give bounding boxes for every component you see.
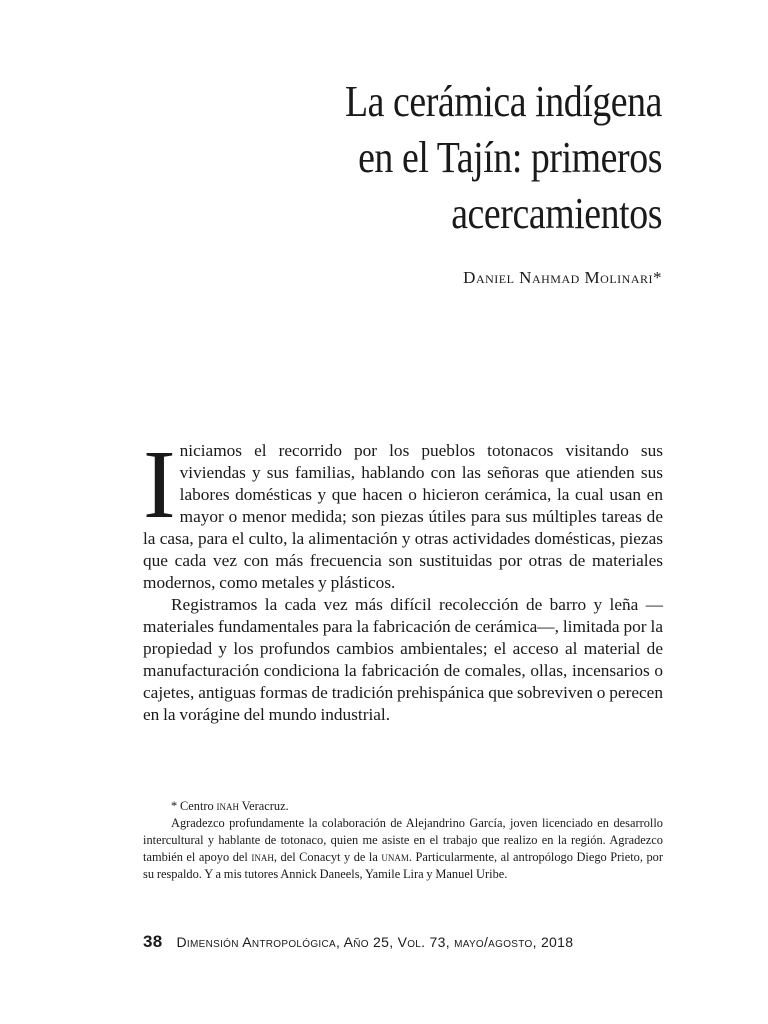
paragraph-1 (143, 431, 663, 594)
author-name: Daniel Nahmad Molinari* (463, 268, 662, 287)
page-number: 38 (143, 932, 163, 951)
paragraph-2: Registramos la cada vez más difícil recolección de barro y leña —materiales fundamentales para la fabricación de cerámica—, limitada por la propiedad y los profundos cambios ambientales; el acceso al material de manufacturación condiciona la fabricación de comales, ollas, incensarios o cajetes, antiguas formas de tradición prehispánica que sobreviven o perecen en la vorágine del mundo industrial. (143, 595, 663, 724)
drop-cap: I (143, 431, 176, 539)
footnote-institution: inah (216, 799, 240, 813)
footnote-institution: inah (251, 850, 274, 864)
title-line: acercamientos (451, 189, 662, 238)
paragraph-1-text: niciamos el recorrido por los pueblos totonacos visitando sus viviendas y sus familias, hablando con las señoras que atienden sus labores domésticas y que hacen o hicieron cerámica, la cual usan en mayor o menor medida; son piezas útiles para sus múltiples tareas de la casa, para el culto, la alimentación y otras actividades domésticas, piezas que cada vez con más frecuencia son sustituidas por otras de materiales modernos, como metales y plásticos. (143, 441, 663, 592)
running-head: Dimensión Antropológica, Año 25, Vol. 73, mayo/agosto, 2018 (176, 934, 574, 950)
article-body (143, 431, 663, 726)
title-line: en el Tajín: primeros (358, 133, 662, 182)
footnote-text: * Centro (171, 799, 217, 813)
footnote-text: Agradezco profundamente la colaboración de Alejandrino García, joven licenciado en desarrollo intercultural y hablante de totonaco, quien me asiste en el trabajo que realizo en la región. Agradezco también el apoyo del (143, 816, 663, 864)
footnotes (143, 798, 663, 883)
page-footer (143, 932, 573, 952)
footnote-text: , del Conacyt y de la (273, 850, 382, 864)
title-line: La cerámica indígena (344, 77, 662, 126)
article-title (266, 74, 662, 242)
footnote-text: . Particularmente, al antropólogo Diego Prieto, por su respaldo. Y a mis tutores Annick Daneels, Yamile Lira y Manuel Uribe. (143, 850, 663, 881)
footnote-affiliation (143, 798, 663, 815)
footnote-acknowledgements (143, 815, 663, 883)
footnote-institution: unam (381, 850, 409, 864)
footnote-text: Veracruz. (239, 799, 289, 813)
